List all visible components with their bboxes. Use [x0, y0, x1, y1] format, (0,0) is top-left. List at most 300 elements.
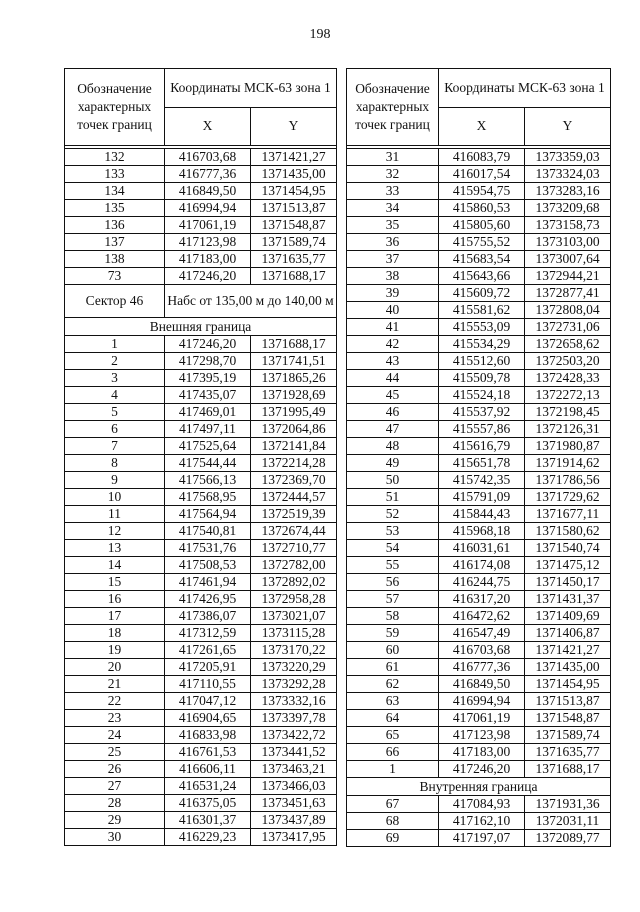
point-id: 61: [347, 659, 439, 676]
point-id: 33: [347, 183, 439, 200]
point-id: 39: [347, 285, 439, 302]
y-value: 1371475,12: [525, 557, 611, 574]
x-value: 417564,94: [165, 506, 251, 523]
x-value: 416547,49: [439, 625, 525, 642]
point-id: 29: [65, 812, 165, 829]
x-value: 417061,19: [165, 217, 251, 234]
table-row: [347, 489, 611, 506]
table-row: [347, 370, 611, 387]
y-value: 1373220,29: [251, 659, 337, 676]
point-id: 35: [347, 217, 439, 234]
point-id: 54: [347, 540, 439, 557]
table-row: [347, 608, 611, 625]
x-value: 417395,19: [165, 370, 251, 387]
y-value: 1371928,69: [251, 387, 337, 404]
table-row: [347, 813, 611, 830]
x-value: 417298,70: [165, 353, 251, 370]
y-value: 1371540,74: [525, 540, 611, 557]
table-row: [65, 200, 337, 217]
x-value: 416994,94: [165, 200, 251, 217]
point-id: 16: [65, 591, 165, 608]
x-value: 415557,86: [439, 421, 525, 438]
table-row: [347, 200, 611, 217]
table-row: [65, 438, 337, 455]
point-id: 37: [347, 251, 439, 268]
point-id: 73: [65, 268, 165, 285]
point-id: 49: [347, 455, 439, 472]
point-id: 48: [347, 438, 439, 455]
point-id: 8: [65, 455, 165, 472]
table-row: [65, 149, 337, 166]
table-row: [65, 353, 337, 370]
point-id: 2: [65, 353, 165, 370]
point-id: 4: [65, 387, 165, 404]
table-row: [347, 455, 611, 472]
y-value: 1373021,07: [251, 608, 337, 625]
point-id: 19: [65, 642, 165, 659]
x-value: 415755,52: [439, 234, 525, 251]
table-row: [347, 438, 611, 455]
point-id: 65: [347, 727, 439, 744]
y-value: 1371406,87: [525, 625, 611, 642]
point-id: 137: [65, 234, 165, 251]
coordinates-table-right: [346, 68, 611, 847]
point-id: 53: [347, 523, 439, 540]
y-value: 1372141,84: [251, 438, 337, 455]
point-id: 13: [65, 540, 165, 557]
y-value: 1372958,28: [251, 591, 337, 608]
y-value: 1371995,49: [251, 404, 337, 421]
coordinates-header: Координаты МСК-63 зона 1: [165, 69, 337, 108]
point-id: 23: [65, 710, 165, 727]
sector-label: Сектор 46: [65, 285, 165, 318]
table-row: [65, 421, 337, 438]
table-row: [347, 642, 611, 659]
x-value: 415651,78: [439, 455, 525, 472]
table-row: [65, 183, 337, 200]
table-row: [65, 489, 337, 506]
x-value: 417469,01: [165, 404, 251, 421]
point-id: 25: [65, 744, 165, 761]
y-value: 1373209,68: [525, 200, 611, 217]
table-row: [65, 404, 337, 421]
y-value: 1372444,57: [251, 489, 337, 506]
x-value: 416703,68: [165, 149, 251, 166]
point-id: 51: [347, 489, 439, 506]
point-id: 60: [347, 642, 439, 659]
y-value: 1373451,63: [251, 795, 337, 812]
y-value: 1373466,03: [251, 778, 337, 795]
table-row: [347, 591, 611, 608]
y-value: 1371421,27: [251, 149, 337, 166]
table-row: [347, 183, 611, 200]
table-row: [347, 830, 611, 847]
table-row: [347, 336, 611, 353]
y-value: 1372428,33: [525, 370, 611, 387]
table-row: [347, 727, 611, 744]
y-value: 1373158,73: [525, 217, 611, 234]
point-id: 135: [65, 200, 165, 217]
y-value: 1371580,62: [525, 523, 611, 540]
table-row: [65, 217, 337, 234]
point-id: 41: [347, 319, 439, 336]
y-value: 1373437,89: [251, 812, 337, 829]
table-row: [347, 574, 611, 591]
y-value: 1373283,16: [525, 183, 611, 200]
point-id: 15: [65, 574, 165, 591]
table-row: [347, 166, 611, 183]
x-value: 417183,00: [165, 251, 251, 268]
table-row: [65, 557, 337, 574]
section-inner-boundary: Внутренняя граница: [347, 778, 611, 796]
point-id: 52: [347, 506, 439, 523]
y-value: 1372198,45: [525, 404, 611, 421]
x-value: 417525,64: [165, 438, 251, 455]
x-value: 417246,20: [165, 268, 251, 285]
x-value: 417426,95: [165, 591, 251, 608]
table-row: [65, 336, 337, 353]
x-value: 416904,65: [165, 710, 251, 727]
x-value: 415534,29: [439, 336, 525, 353]
y-value: 1371589,74: [525, 727, 611, 744]
table-row: [65, 829, 337, 846]
y-value: 1371688,17: [251, 268, 337, 285]
y-value: 1372089,77: [525, 830, 611, 847]
point-id: 50: [347, 472, 439, 489]
table-row: [347, 387, 611, 404]
point-id: 26: [65, 761, 165, 778]
table-row: [65, 710, 337, 727]
table-row: [65, 540, 337, 557]
point-id: 21: [65, 676, 165, 693]
y-value: 1372519,39: [251, 506, 337, 523]
y-value: 1371914,62: [525, 455, 611, 472]
y-value: 1372272,13: [525, 387, 611, 404]
y-value: 1373359,03: [525, 149, 611, 166]
table-row: [347, 404, 611, 421]
x-value: 416777,36: [165, 166, 251, 183]
table-row: [65, 812, 337, 829]
x-value: 416174,08: [439, 557, 525, 574]
point-id: 67: [347, 796, 439, 813]
y-value: 1371635,77: [251, 251, 337, 268]
point-id: 24: [65, 727, 165, 744]
y-value: 1371786,56: [525, 472, 611, 489]
y-value: 1371635,77: [525, 744, 611, 761]
table-row: [347, 217, 611, 234]
table-row: [347, 268, 611, 285]
table-row: [65, 778, 337, 795]
point-id: 31: [347, 149, 439, 166]
y-value: 1371980,87: [525, 438, 611, 455]
x-value: 415742,35: [439, 472, 525, 489]
table-row: [347, 353, 611, 370]
x-value: 416777,36: [439, 659, 525, 676]
table-row: [347, 523, 611, 540]
y-value: 1371548,87: [251, 217, 337, 234]
x-value: 416531,24: [165, 778, 251, 795]
point-id: 22: [65, 693, 165, 710]
table-row: [65, 761, 337, 778]
y-value: 1372877,41: [525, 285, 611, 302]
point-id: 62: [347, 676, 439, 693]
y-value: 1372674,44: [251, 523, 337, 540]
x-value: 416229,23: [165, 829, 251, 846]
point-id: 28: [65, 795, 165, 812]
y-value: 1373324,03: [525, 166, 611, 183]
table-row: [65, 642, 337, 659]
x-value: 417123,98: [165, 234, 251, 251]
table-row: [65, 234, 337, 251]
point-id: 3: [65, 370, 165, 387]
x-value: 415509,78: [439, 370, 525, 387]
table-row: [347, 506, 611, 523]
table-row: [347, 710, 611, 727]
point-id: 42: [347, 336, 439, 353]
point-id: 1: [65, 336, 165, 353]
y-value: 1371865,26: [251, 370, 337, 387]
point-id: 9: [65, 472, 165, 489]
y-value: 1371513,87: [525, 693, 611, 710]
x-value: 417197,07: [439, 830, 525, 847]
x-value: 415609,72: [439, 285, 525, 302]
point-id: 14: [65, 557, 165, 574]
point-id: 5: [65, 404, 165, 421]
x-value: 417508,53: [165, 557, 251, 574]
point-id: 138: [65, 251, 165, 268]
x-value: 415524,18: [439, 387, 525, 404]
y-value: 1372126,31: [525, 421, 611, 438]
y-value: 1373463,21: [251, 761, 337, 778]
point-id: 32: [347, 166, 439, 183]
y-value: 1371431,37: [525, 591, 611, 608]
x-value: 417261,65: [165, 642, 251, 659]
x-header: X: [439, 107, 525, 146]
table-row: [347, 285, 611, 302]
table-row: [65, 268, 337, 285]
x-value: 415844,43: [439, 506, 525, 523]
x-value: 415683,54: [439, 251, 525, 268]
point-id: 132: [65, 149, 165, 166]
table-row: [65, 744, 337, 761]
point-id: 55: [347, 557, 439, 574]
x-value: 415616,79: [439, 438, 525, 455]
x-value: 416083,79: [439, 149, 525, 166]
table-row: [347, 693, 611, 710]
x-value: 417531,76: [165, 540, 251, 557]
x-value: 416703,68: [439, 642, 525, 659]
y-value: 1371409,69: [525, 608, 611, 625]
table-row: [65, 472, 337, 489]
point-id: 7: [65, 438, 165, 455]
point-id: 44: [347, 370, 439, 387]
x-value: 415581,62: [439, 302, 525, 319]
page-number: 198: [309, 27, 331, 42]
x-value: 416761,53: [165, 744, 251, 761]
x-value: 417540,81: [165, 523, 251, 540]
x-value: 416244,75: [439, 574, 525, 591]
x-value: 417162,10: [439, 813, 525, 830]
x-value: 417435,07: [165, 387, 251, 404]
point-id: 58: [347, 608, 439, 625]
table-row: [347, 421, 611, 438]
x-value: 417461,94: [165, 574, 251, 591]
y-value: 1372710,77: [251, 540, 337, 557]
x-value: 415643,66: [439, 268, 525, 285]
x-value: 417246,20: [439, 761, 525, 778]
x-value: 416606,11: [165, 761, 251, 778]
x-value: 415537,92: [439, 404, 525, 421]
point-id: 17: [65, 608, 165, 625]
table-row: [65, 727, 337, 744]
x-value: 417047,12: [165, 693, 251, 710]
points-header: Обозначение характерных точек границ: [65, 69, 165, 146]
table-row: [65, 370, 337, 387]
x-value: 416031,61: [439, 540, 525, 557]
point-id: 46: [347, 404, 439, 421]
x-value: 415860,53: [439, 200, 525, 217]
table-row: [347, 540, 611, 557]
y-value: 1372731,06: [525, 319, 611, 336]
table-row: [347, 319, 611, 336]
point-id: 43: [347, 353, 439, 370]
table-row: [347, 625, 611, 642]
y-value: 1373422,72: [251, 727, 337, 744]
x-value: 416994,94: [439, 693, 525, 710]
point-id: 63: [347, 693, 439, 710]
table-row: [347, 796, 611, 813]
y-value: 1372369,70: [251, 472, 337, 489]
x-value: 416017,54: [439, 166, 525, 183]
point-id: 34: [347, 200, 439, 217]
y-value: 1372031,11: [525, 813, 611, 830]
y-value: 1373292,28: [251, 676, 337, 693]
point-id: 38: [347, 268, 439, 285]
table-row: [65, 166, 337, 183]
table-row: [65, 387, 337, 404]
point-id: 57: [347, 591, 439, 608]
y-value: 1372503,20: [525, 353, 611, 370]
y-value: 1373417,95: [251, 829, 337, 846]
y-header: Y: [525, 107, 611, 146]
y-value: 1371548,87: [525, 710, 611, 727]
table-row: [347, 149, 611, 166]
table-row: [347, 676, 611, 693]
x-value: 415968,18: [439, 523, 525, 540]
point-id: 20: [65, 659, 165, 676]
y-value: 1371677,11: [525, 506, 611, 523]
y-value: 1371435,00: [525, 659, 611, 676]
y-value: 1371589,74: [251, 234, 337, 251]
table-row: [347, 302, 611, 319]
table-row: [65, 676, 337, 693]
x-value: 416375,05: [165, 795, 251, 812]
x-value: 415553,09: [439, 319, 525, 336]
y-header: Y: [251, 107, 337, 146]
y-value: 1371435,00: [251, 166, 337, 183]
x-value: 417110,55: [165, 676, 251, 693]
table-row: [347, 744, 611, 761]
x-value: 416849,50: [439, 676, 525, 693]
y-value: 1371741,51: [251, 353, 337, 370]
x-value: 417246,20: [165, 336, 251, 353]
table-row: [65, 625, 337, 642]
x-value: 416317,20: [439, 591, 525, 608]
table-row: [65, 795, 337, 812]
table-row: [65, 455, 337, 472]
y-value: 1371729,62: [525, 489, 611, 506]
x-value: 417084,93: [439, 796, 525, 813]
x-value: 417061,19: [439, 710, 525, 727]
point-id: 68: [347, 813, 439, 830]
x-value: 417123,98: [439, 727, 525, 744]
y-value: 1371421,27: [525, 642, 611, 659]
point-id: 66: [347, 744, 439, 761]
y-value: 1371454,95: [251, 183, 337, 200]
point-id: 1: [347, 761, 439, 778]
points-header: Обозначение характерных точек границ: [347, 69, 439, 146]
table-row: [347, 472, 611, 489]
point-id: 36: [347, 234, 439, 251]
sector-value: Набс от 135,00 м до 140,00 м: [165, 285, 337, 318]
y-value: 1372808,04: [525, 302, 611, 319]
point-id: 45: [347, 387, 439, 404]
table-row: [65, 591, 337, 608]
point-id: 134: [65, 183, 165, 200]
table-row: [347, 659, 611, 676]
y-value: 1371450,17: [525, 574, 611, 591]
y-value: 1371688,17: [525, 761, 611, 778]
point-id: 136: [65, 217, 165, 234]
x-value: 417183,00: [439, 744, 525, 761]
x-value: 417205,91: [165, 659, 251, 676]
y-value: 1371454,95: [525, 676, 611, 693]
point-id: 27: [65, 778, 165, 795]
y-value: 1373103,00: [525, 234, 611, 251]
x-value: 416472,62: [439, 608, 525, 625]
y-value: 1372892,02: [251, 574, 337, 591]
table-row: [347, 557, 611, 574]
x-header: X: [165, 107, 251, 146]
table-row: [65, 608, 337, 625]
y-value: 1372782,00: [251, 557, 337, 574]
table-row: [65, 523, 337, 540]
table-row: [65, 506, 337, 523]
table-row: [347, 251, 611, 268]
y-value: 1373170,22: [251, 642, 337, 659]
y-value: 1371513,87: [251, 200, 337, 217]
x-value: 417568,95: [165, 489, 251, 506]
x-value: 417497,11: [165, 421, 251, 438]
point-id: 56: [347, 574, 439, 591]
point-id: 18: [65, 625, 165, 642]
point-id: 64: [347, 710, 439, 727]
point-id: 11: [65, 506, 165, 523]
point-id: 69: [347, 830, 439, 847]
point-id: 10: [65, 489, 165, 506]
table-row: [65, 574, 337, 591]
x-value: 415512,60: [439, 353, 525, 370]
coordinates-table-left: [64, 68, 337, 846]
y-value: 1373332,16: [251, 693, 337, 710]
y-value: 1373397,78: [251, 710, 337, 727]
point-id: 40: [347, 302, 439, 319]
x-value: 417312,59: [165, 625, 251, 642]
point-id: 47: [347, 421, 439, 438]
y-value: 1373007,64: [525, 251, 611, 268]
y-value: 1372658,62: [525, 336, 611, 353]
section-outer-boundary: Внешняя граница: [65, 318, 337, 336]
